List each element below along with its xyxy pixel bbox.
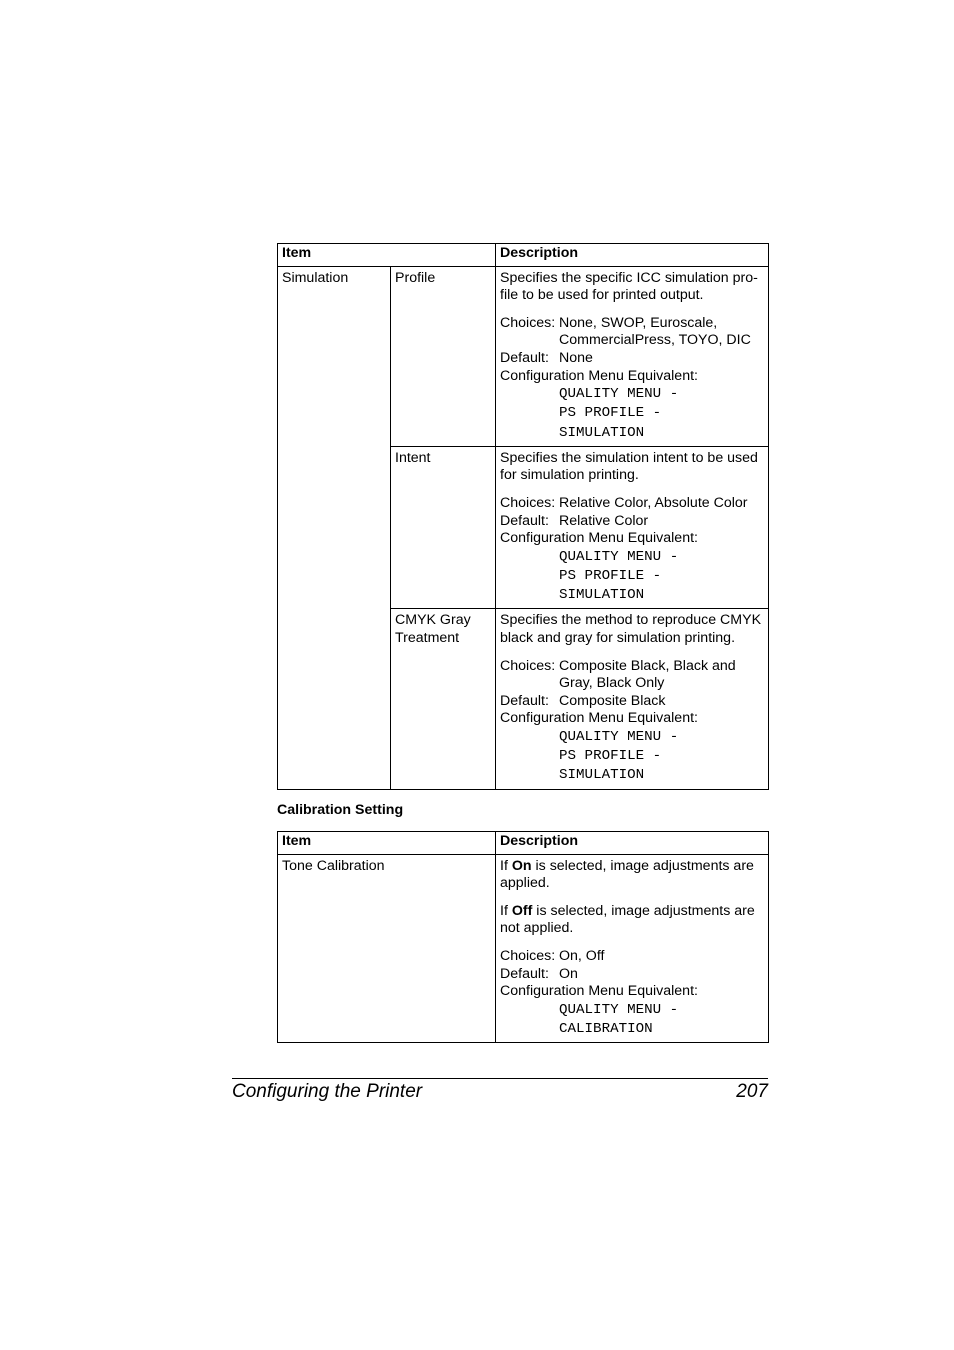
simulation-table <box>277 243 769 790</box>
choices-value-cont: CommercialPress, TOYO, DIC <box>559 332 751 349</box>
choices-value: On, Off <box>559 947 605 964</box>
footer-divider <box>232 1078 768 1079</box>
choices-block <box>500 658 764 786</box>
table-row <box>278 854 769 1043</box>
menu-path-3: SIMULATION <box>559 587 645 604</box>
header-description: Description <box>496 832 769 855</box>
equivalent-label: Configuration Menu Equivalent: <box>500 983 698 1000</box>
page-number: 207 <box>736 1081 768 1102</box>
description-intent <box>496 446 769 609</box>
footer-chapter-title: Configuring the Printer <box>232 1081 423 1102</box>
default-value: Relative Color <box>559 512 649 529</box>
subitem-profile: Profile <box>391 266 496 446</box>
default-value: None <box>559 349 593 366</box>
choices-value: Composite Black, Black and <box>559 657 736 674</box>
description-profile <box>496 266 769 446</box>
description-tone-calibration <box>496 854 769 1043</box>
choices-label: Choices: <box>500 314 556 331</box>
choices-label: Choices: <box>500 494 556 511</box>
header-item: Item <box>278 832 496 855</box>
header-description: Description <box>496 244 769 267</box>
equivalent-label: Configuration Menu Equivalent: <box>500 710 698 727</box>
table-row <box>278 266 769 446</box>
equivalent-label: Configuration Menu Equivalent: <box>500 530 698 547</box>
off-text: If Off is selected, image adjustments are not applied. <box>500 902 755 937</box>
menu-path-2: CALIBRATION <box>559 1020 653 1037</box>
section-heading: Calibration Setting <box>277 802 404 818</box>
menu-path-1: QUALITY MENU - <box>559 1001 679 1018</box>
default-label: Default: <box>500 349 549 366</box>
equivalent-label: Configuration Menu Equivalent: <box>500 367 698 384</box>
menu-path-3: SIMULATION <box>559 424 645 441</box>
menu-path-3: SIMULATION <box>559 767 645 784</box>
choices-label: Choices: <box>500 657 556 674</box>
table-header-row <box>278 832 769 855</box>
choices-block <box>500 495 764 605</box>
subitem-cmyk-gray-treatment: CMYK Gray Treatment <box>391 609 496 789</box>
default-label: Default: <box>500 692 549 709</box>
table-header-row <box>278 244 769 267</box>
description-cmyk-gray-treatment <box>496 609 769 789</box>
choices-block <box>500 948 764 1039</box>
menu-path-2: PS PROFILE - <box>559 405 662 422</box>
choices-value: None, SWOP, Euroscale, <box>559 314 718 331</box>
choices-block <box>500 315 764 443</box>
default-label: Default: <box>500 512 549 529</box>
default-label: Default: <box>500 965 549 982</box>
menu-path-2: PS PROFILE - <box>559 567 662 584</box>
item-tone-calibration: Tone Calibration <box>278 854 496 1043</box>
description-text: Specifies the simulation intent to be used for simulation printing. <box>500 449 758 484</box>
subitem-intent: Intent <box>391 446 496 609</box>
default-value: On <box>559 965 578 982</box>
calibration-table <box>277 831 769 1043</box>
choices-value-cont: Gray, Black Only <box>559 675 665 692</box>
choices-label: Choices: <box>500 947 556 964</box>
choices-value: Relative Color, Absolute Color <box>559 494 748 511</box>
group-cell-simulation: Simulation <box>278 266 391 789</box>
menu-path-2: PS PROFILE - <box>559 748 662 765</box>
on-text: If On is selected, image adjustments are applied. <box>500 857 754 892</box>
description-text: Specifies the specific ICC simulation pro-file to be used for printed output. <box>500 269 758 304</box>
default-value: Composite Black <box>559 692 666 709</box>
menu-path-1: QUALITY MENU - <box>559 386 679 403</box>
menu-path-1: QUALITY MENU - <box>559 548 679 565</box>
description-text: Specifies the method to reproduce CMYK black and gray for simulation printing. <box>500 612 762 646</box>
menu-path-1: QUALITY MENU - <box>559 728 679 745</box>
header-item: Item <box>278 244 496 267</box>
